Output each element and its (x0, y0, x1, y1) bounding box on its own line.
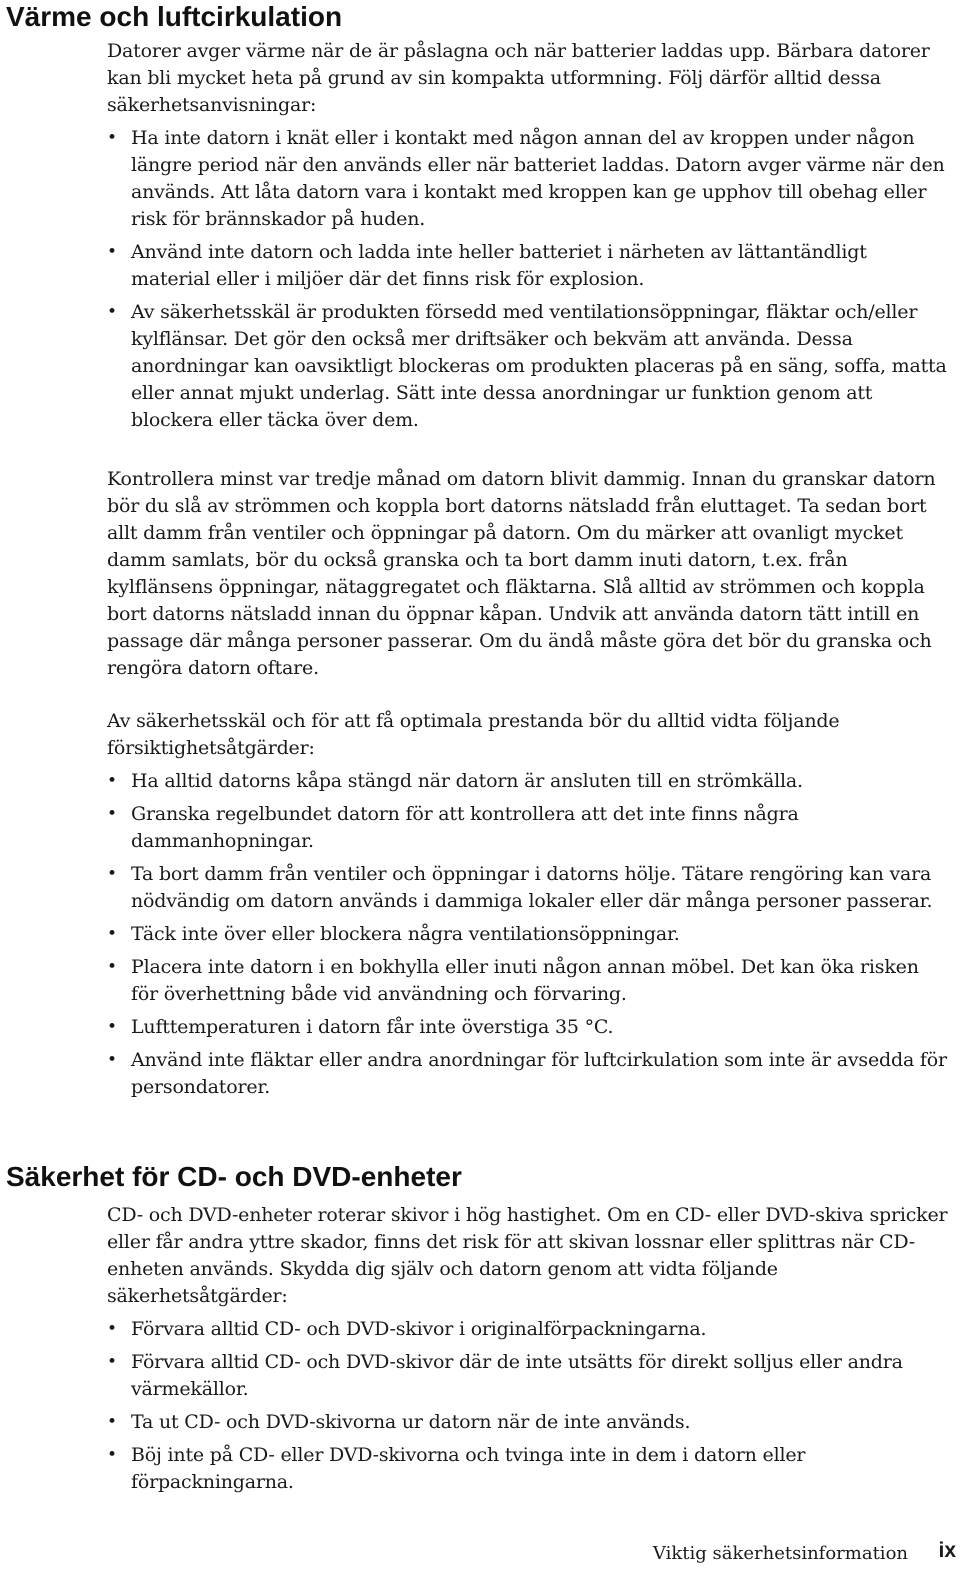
list-item: • Av säkerhetsskäl är produkten försedd med ventilationsöppningar, fläktar och/eller kylflänsar. Det gör den också mer driftsäker och bekväm att använda. Dessa anordningar kan oavsiktligt blockeras om produkten placeras på en säng, soffa, matta eller annat mjukt underlag. Sätt inte dessa anordningar ur funktion genom att blockera eller täcka över dem. (107, 299, 949, 434)
list-item: • Granska regelbundet datorn för att kontrollera att det inte finns några dammanhopningar. (107, 801, 949, 855)
list-item: • Böj inte på CD- eller DVD-skivorna och tvinga inte in dem i datorn eller förpackningarna. (107, 1442, 949, 1496)
list-item: • Använd inte fläktar eller andra anordningar för luftcirkulation som inte är avsedda för persondatorer. (107, 1047, 949, 1101)
list-item: • Förvara alltid CD- och DVD-skivor där de inte utsätts för direkt solljus eller andra värmekällor. (107, 1349, 949, 1403)
list-item: • Lufttemperaturen i datorn får inte överstiga 35 °C. (107, 1014, 949, 1041)
list-item: • Ha inte datorn i knät eller i kontakt med någon annan del av kroppen under någon längre period när den används eller när batteriet laddas. Datorn avger värme när den används. Att låta datorn vara i kontakt med kroppen kan ge upphov till obehag eller risk för brännskador på huden. (107, 125, 949, 233)
list-item: • Ta ut CD- och DVD-skivorna ur datorn när de inte används. (107, 1409, 949, 1436)
page-footer (560, 1541, 960, 1569)
cd-dvd-intro: CD- och DVD-enheter roterar skivor i hög hastighet. Om en CD- eller DVD-skiva spricker eller får andra yttre skador, finns det risk för att skivan lossnar eller splittras när CD-enheten används. Skydda dig själv och datorn genom att vidta följande säkerhetsåtgärder: (107, 1204, 948, 1307)
list-item: • Täck inte över eller blockera några ventilationsöppningar. (107, 921, 949, 948)
footer-title: Viktig säkerhetsinformation (652, 1543, 908, 1564)
page-number: ix (938, 1539, 956, 1562)
precautions-intro: Av säkerhetsskäl och för att få optimala prestanda bör du alltid vidta följande försiktighetsåtgärder: (107, 710, 840, 759)
bullet-list-cd-dvd (107, 1316, 949, 1496)
dust-paragraph: Kontrollera minst var tredje månad om datorn blivit dammig. Innan du granskar datorn bör du slå av strömmen och koppla bort datorns nätsladd från eluttaget. Ta sedan bort allt damm från ventiler och öppningar på datorn. Om du märker att ovanligt mycket damm samlats, bör du också granska och ta bort damm inuti datorn, t.ex. från kylflänsens öppningar, nätaggregatet och fläktarna. Slå alltid av strömmen och koppla bort datorns nätsladd innan du öppnar kåpan. Undvik att använda datorn tätt intill en passage där många personer passerar. Om du ändå måste göra det bör du granska och rengöra datorn oftare. (107, 468, 936, 679)
section-body-heat (107, 38, 949, 434)
section-heading-cd-dvd: Säkerhet för CD- och DVD-enheter (6, 1161, 462, 1192)
section-heading-heat: Värme och luftcirkulation (6, 1, 343, 32)
list-item: • Placera inte datorn i en bokhylla eller inuti någon annan möbel. Det kan öka risken för överhettning både vid användning och förvaring. (107, 954, 949, 1008)
list-item: • Ha alltid datorns kåpa stängd när datorn är ansluten till en strömkälla. (107, 768, 949, 795)
list-item: • Ta bort damm från ventiler och öppningar i datorns hölje. Tätare rengöring kan vara nödvändig om datorn används i dammiga lokaler eller där många personer passerar. (107, 861, 949, 915)
dust-paragraph-block (107, 466, 949, 682)
bullet-list-heat (107, 125, 949, 434)
bullet-list-precautions (107, 768, 949, 1101)
section-body-cd-dvd (107, 1202, 949, 1496)
list-item: • Förvara alltid CD- och DVD-skivor i originalförpackningarna. (107, 1316, 949, 1343)
precautions-block (107, 708, 949, 1101)
list-item: • Använd inte datorn och ladda inte heller batteriet i närheten av lättantändligt material eller i miljöer där det finns risk för explosion. (107, 239, 949, 293)
intro-paragraph: Datorer avger värme när de är påslagna och när batterier laddas upp. Bärbara datorer kan bli mycket heta på grund av sin kompakta utformning. Följ därför alltid dessa säkerhetsanvisningar: (107, 40, 930, 116)
